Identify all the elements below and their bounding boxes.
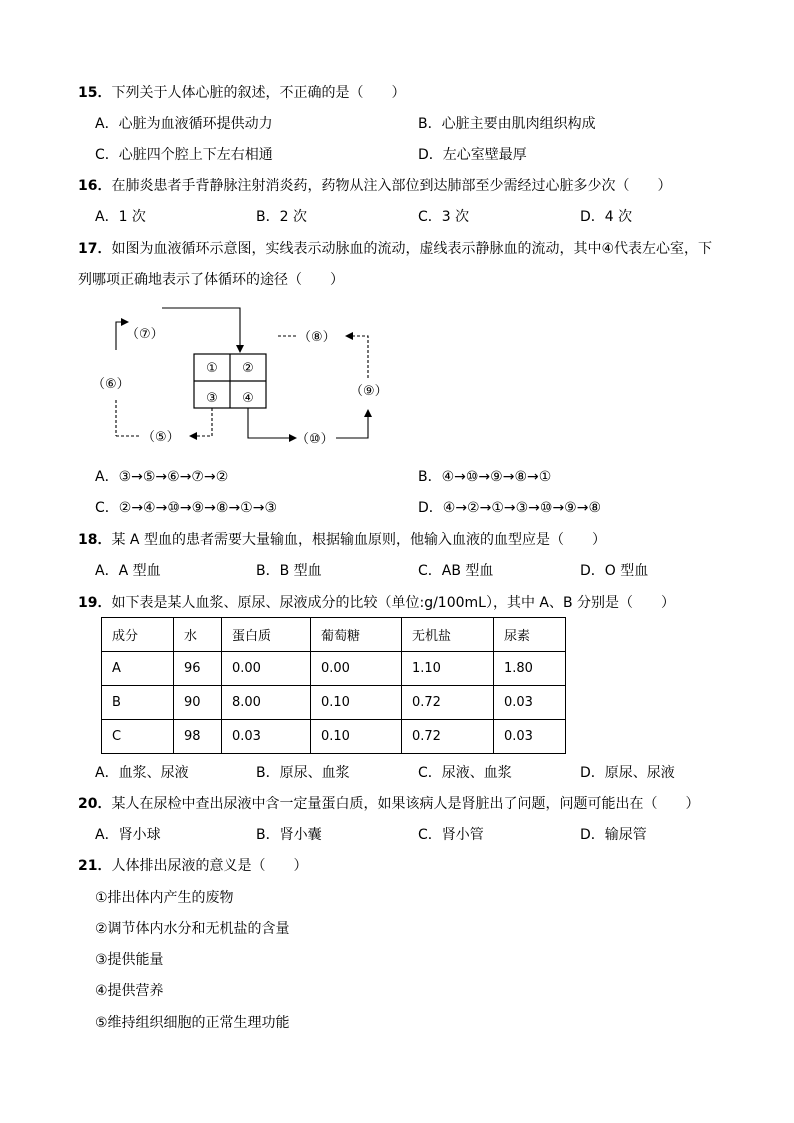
table-header: 尿素: [494, 618, 566, 652]
table-cell: 98: [174, 720, 222, 754]
q15-option-d[interactable]: D．左心室壁最厚: [418, 147, 527, 163]
question-19-stem: [78, 592, 675, 612]
table-cell: C: [102, 720, 174, 754]
table-cell: A: [102, 652, 174, 686]
table-row: [102, 652, 566, 686]
label-5: （⑤）: [142, 430, 180, 445]
table-cell: 0.03: [494, 720, 566, 754]
q18-option-b[interactable]: B．B 型血: [256, 563, 322, 579]
q15-option-c[interactable]: C．心脏四个腔上下左右相通: [95, 147, 273, 163]
table-row: [102, 686, 566, 720]
path-arrow-7-to-2: [162, 308, 240, 352]
table-cell: 0.10: [311, 686, 402, 720]
question-20-stem: [78, 793, 699, 813]
question-text: 人体排出尿液的意义是（ ）: [111, 858, 308, 874]
q15-option-b[interactable]: B．心脏主要由肌肉组织构成: [418, 116, 596, 132]
table-cell: 96: [174, 652, 222, 686]
q18-option-c[interactable]: C．AB 型血: [418, 563, 494, 579]
table-header: 成分: [102, 618, 174, 652]
q21-item-4[interactable]: ④提供营养: [95, 983, 164, 999]
question-16-stem: [78, 175, 671, 195]
q21-item-5[interactable]: ⑤维持组织细胞的正常生理功能: [95, 1015, 290, 1031]
q21-item-2[interactable]: ②调节体内水分和无机盐的含量: [95, 921, 290, 937]
table-header-row: [102, 618, 566, 652]
question-text: 如下表是某人血浆、原尿、尿液成分的比较（单位:g/100mL），其中 A、B 分别是（ ）: [111, 595, 676, 611]
question-21-stem: [78, 855, 307, 875]
question-18-stem: [78, 529, 606, 549]
table-cell: 0.10: [311, 720, 402, 754]
heart-chambers: [194, 354, 266, 408]
table-cell: 0.03: [494, 686, 566, 720]
q17-option-d[interactable]: D．④→②→①→③→⑩→⑨→⑧: [418, 500, 602, 516]
q15-option-a[interactable]: A．心脏为血液循环提供动力: [95, 116, 273, 132]
q20-option-b[interactable]: B．肾小囊: [256, 827, 322, 843]
question-number: 16．: [78, 178, 112, 194]
q19-option-d[interactable]: D．原尿、尿液: [580, 765, 675, 781]
label-10: （⑩）: [296, 432, 334, 447]
question-number: 21．: [78, 858, 112, 874]
q21-item-1[interactable]: ①排出体内产生的废物: [95, 890, 234, 906]
q18-option-d[interactable]: D．O 型血: [580, 563, 649, 579]
question-number: 18．: [78, 532, 112, 548]
q17-option-a[interactable]: A．③→⑤→⑥→⑦→②: [95, 469, 229, 485]
q20-option-d[interactable]: D．输尿管: [580, 827, 647, 843]
table-row: [102, 720, 566, 754]
question-17-stem: [78, 238, 712, 258]
table-cell: 90: [174, 686, 222, 720]
question-number: 19．: [78, 595, 112, 611]
label-6: （⑥）: [92, 377, 130, 392]
table-header: 水: [174, 618, 222, 652]
table-cell: 1.10: [402, 652, 494, 686]
question-text-line-1: 如图为血液循环示意图，实线表示动脉血的流动，虚线表示静脉血的流动，其中④代表左心室，下: [111, 241, 713, 257]
table-cell: 0.72: [402, 720, 494, 754]
question-text: 某 A 型血的患者需要大量输血，根据输血原则，他输入血液的血型应是（ ）: [111, 532, 606, 548]
question-number: 15．: [78, 85, 112, 101]
q16-option-b[interactable]: B．2 次: [256, 209, 307, 225]
table-header: 葡萄糖: [311, 618, 402, 652]
q20-option-a[interactable]: A．肾小球: [95, 827, 161, 843]
q17-option-b[interactable]: B．④→⑩→⑨→⑧→①: [418, 469, 552, 485]
question-text-line-2: 列哪项正确地表示了体循环的途径（ ）: [78, 272, 344, 288]
q21-item-3[interactable]: ③提供能量: [95, 952, 164, 968]
question-15-stem: [78, 82, 405, 102]
question-text: 在肺炎患者手背静脉注射消炎药，药物从注入部位到达肺部至少需经过心脏多少次（ ）: [111, 178, 672, 194]
path-arrow-10-to-9: [336, 410, 368, 438]
label-7: （⑦）: [126, 327, 164, 342]
composition-table: [101, 617, 566, 754]
path-dashed-9-to-8: [346, 336, 368, 378]
table-cell: 0.03: [222, 720, 311, 754]
q16-option-a[interactable]: A．1 次: [95, 209, 146, 225]
q19-option-c[interactable]: C．尿液、血浆: [418, 765, 512, 781]
table-cell: B: [102, 686, 174, 720]
path-dashed-3-to-5: [190, 408, 212, 436]
table-cell: 1.80: [494, 652, 566, 686]
q19-option-b[interactable]: B．原尿、血浆: [256, 765, 350, 781]
q19-option-a[interactable]: A．血浆、尿液: [95, 765, 189, 781]
chamber-left-atrium: ②: [242, 361, 254, 376]
label-9: （⑨）: [350, 384, 388, 399]
table-cell: 0.00: [222, 652, 311, 686]
chamber-right-atrium: ①: [206, 361, 218, 376]
table-cell: 0.72: [402, 686, 494, 720]
q16-option-c[interactable]: C．3 次: [418, 209, 470, 225]
chamber-left-ventricle: ④: [242, 391, 254, 406]
table-cell: 8.00: [222, 686, 311, 720]
question-number: 17．: [78, 241, 112, 257]
question-number: 20．: [78, 796, 112, 812]
blood-circulation-diagram: [90, 300, 410, 460]
q18-option-a[interactable]: A．A 型血: [95, 563, 161, 579]
q20-option-c[interactable]: C．肾小管: [418, 827, 484, 843]
q17-option-c[interactable]: C．②→④→⑩→⑨→⑧→①→③: [95, 500, 278, 516]
question-text: 下列关于人体心脏的叙述，不正确的是（ ）: [111, 85, 406, 101]
q16-option-d[interactable]: D．4 次: [580, 209, 633, 225]
table-header: 蛋白质: [222, 618, 311, 652]
question-text: 某人在尿检中查出尿液中含一定量蛋白质，如果该病人是肾脏出了问题，问题可能出在（ ）: [111, 796, 700, 812]
table-header: 无机盐: [402, 618, 494, 652]
chamber-right-ventricle: ③: [206, 391, 218, 406]
table-cell: 0.00: [311, 652, 402, 686]
label-8: （⑧）: [298, 330, 336, 345]
path-arrow-4-to-10: [248, 408, 296, 438]
